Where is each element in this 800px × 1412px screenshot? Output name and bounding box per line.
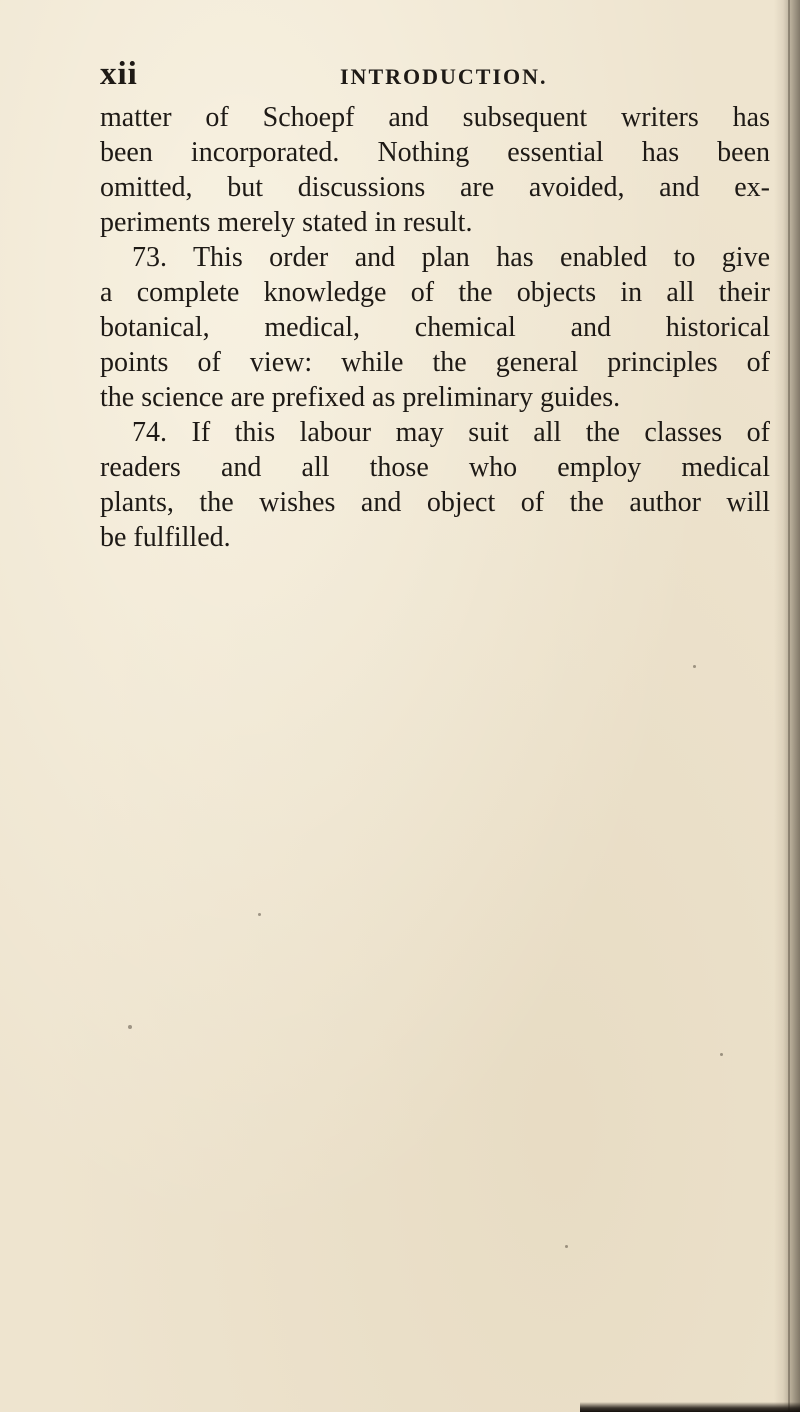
- text-line: botanical, medical, chemical and historical: [100, 312, 770, 343]
- text-line: a complete knowledge of the objects in all their: [100, 277, 770, 308]
- running-title: INTRODUCTION.: [340, 64, 548, 89]
- bottom-edge-rule: [580, 1402, 800, 1412]
- paragraph-74-start: 74. If this labour may suit all the classes of: [132, 417, 770, 448]
- running-head: [100, 56, 760, 96]
- print-speck: [128, 1025, 132, 1029]
- text-line: periments merely stated in result.: [100, 207, 473, 238]
- print-speck: [720, 1053, 723, 1056]
- print-speck: [565, 1245, 568, 1248]
- text-line: plants, the wishes and object of the author will: [100, 487, 770, 518]
- text-line: be fulfilled.: [100, 522, 231, 553]
- text-line: omitted, but discussions are avoided, and ex-: [100, 172, 770, 203]
- paragraph-73-start: 73. This order and plan has enabled to give: [132, 242, 770, 273]
- binding-gutter-line: [788, 0, 790, 1412]
- print-speck: [258, 913, 261, 916]
- print-speck: [693, 665, 696, 668]
- text-line: the science are prefixed as preliminary guides.: [100, 382, 621, 413]
- body-text: [100, 100, 786, 555]
- text-line: matter of Schoepf and subsequent writers has: [100, 102, 770, 133]
- page-number: xii: [100, 56, 138, 92]
- text-line: readers and all those who employ medical: [100, 452, 770, 483]
- text-line: points of view: while the general principles of: [100, 347, 770, 378]
- text-line: been incorporated. Nothing essential has been: [100, 137, 770, 168]
